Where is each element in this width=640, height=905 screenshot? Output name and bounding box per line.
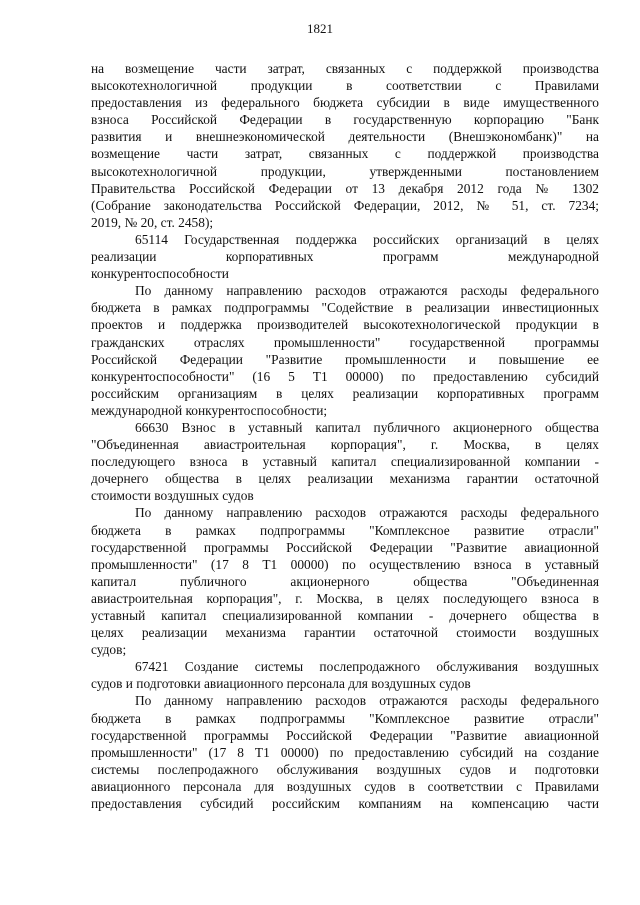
text-line: высокотехнологичной продукции, утвержденными постановлением <box>91 163 599 179</box>
text-line: бюджета в рамках подпрограммы "Комплексное развитие отрасли" <box>91 710 599 726</box>
text-line: промышленности" (17 8 Т1 00000) по предоставлению субсидий на создание <box>91 744 599 760</box>
text-line: государственной программы Российской Федерации "Развитие авиационной <box>91 727 599 743</box>
text-line: судов; <box>91 642 127 658</box>
text-line: капитал публичного акционерного общества "Объединенная <box>91 573 599 589</box>
text-line: уставный капитал специализированной компании - дочернего общества в <box>91 608 599 623</box>
text-line: предоставления субсидий российским компаниям на компенсацию части <box>91 796 599 812</box>
text-line: реализации корпоративных программ международной <box>91 249 599 265</box>
page-number: 1821 <box>307 21 333 36</box>
text-line: 2019, № 20, ст. 2458); <box>91 214 214 230</box>
text-line: бюджета в рамках подпрограммы "Содействие в реализации инвестиционных <box>91 300 599 316</box>
text-line: судов и подготовки авиационного персонала для воздушных судов <box>91 676 471 692</box>
text-line: 67421 Создание системы послепродажного обслуживания воздушных <box>135 659 599 675</box>
text-line: Российской Федерации "Развитие промышленности и повышение ее <box>91 351 599 367</box>
text-line: государственной программы Российской Федерации "Развитие авиационной <box>91 539 599 555</box>
text-line: По данному направлению расходов отражаются расходы федерального <box>135 505 599 521</box>
text-line: взноса Российской Федерации в государственную корпорацию "Банк <box>91 112 599 128</box>
text-line: конкурентоспособности <box>91 266 229 282</box>
text-line: системы послепродажного обслуживания воздушных судов и подготовки <box>91 761 599 777</box>
text-line: целях реализации механизма гарантии остаточной стоимости воздушных <box>91 625 599 641</box>
document-body <box>91 60 599 812</box>
text-line: Правительства Российской Федерации от 13 декабря 2012 года № 1302 <box>91 180 599 196</box>
text-line: развития и внешнеэкономической деятельности (Внешэкономбанк)" на <box>91 129 599 145</box>
text-line: возмещение части затрат, связанных с поддержкой производства <box>91 146 599 162</box>
text-line: "Объединенная авиастроительная корпорация", г. Москва, в целях <box>91 437 599 453</box>
text-line: российским организациям в целях реализации корпоративных программ <box>91 385 599 401</box>
text-line: авиастроительная корпорация", г. Москва, в целях последующего взноса в <box>91 590 599 606</box>
text-line: По данному направлению расходов отражаются расходы федерального <box>135 283 599 299</box>
text-line: высокотехнологичной продукции в соответствии с Правилами <box>91 78 599 94</box>
text-line: промышленности" (17 8 Т1 00000) по осуществлению взноса в уставный <box>91 556 599 572</box>
text-line: гражданских отраслях промышленности" государственной программы <box>91 334 599 350</box>
text-line: конкурентоспособности" (16 5 Т1 00000) по предоставлению субсидий <box>91 368 599 384</box>
text-line: проектов и поддержка производителей высокотехнологической продукции в <box>91 317 599 333</box>
text-line: 65114 Государственная поддержка российских организаций в целях <box>135 231 599 247</box>
text-line: международной конкурентоспособности; <box>91 402 328 418</box>
text-line: дочернего общества в целях реализации механизма гарантии остаточной <box>91 471 599 487</box>
text-line: 66630 Взнос в уставный капитал публичного акционерного общества <box>135 419 599 435</box>
text-line: (Собрание законодательства Российской Федерации, 2012, № 51, ст. 7234; <box>91 197 599 213</box>
text-line: стоимости воздушных судов <box>91 488 254 504</box>
text-line: предоставления из федерального бюджета субсидии в виде имущественного <box>91 95 599 111</box>
text-line: авиационного персонала для воздушных судов в соответствии с Правилами <box>91 778 599 794</box>
text-line: бюджета в рамках подпрограммы "Комплексное развитие отрасли" <box>91 522 599 538</box>
text-line: последующего взноса в уставный капитал специализированной компании - <box>91 454 599 470</box>
text-line: на возмещение части затрат, связанных с поддержкой производства <box>91 61 599 76</box>
text-line: По данному направлению расходов отражаются расходы федерального <box>135 693 599 709</box>
